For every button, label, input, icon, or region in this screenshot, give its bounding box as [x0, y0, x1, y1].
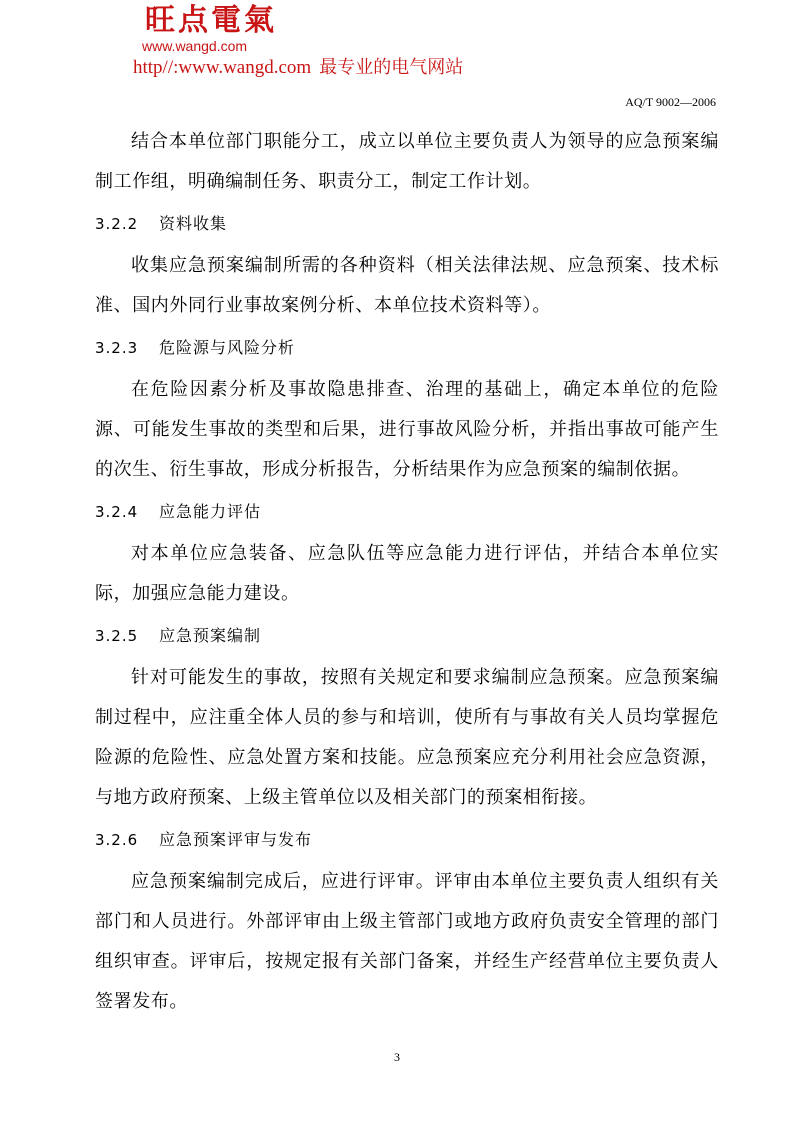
section-number: 3.2.5	[95, 627, 139, 645]
section-number: 3.2.2	[95, 215, 139, 233]
section-paragraph: 应急预案编制完成后，应进行评审。评审由本单位主要负责人组织有关部门和人员进行。外部评审由上级主管部门或地方政府负责安全管理的部门组织审查。评审后，按规定报有关部门备案，并经生产经营单位主要负责人签署发布。	[95, 871, 719, 1012]
section-heading	[95, 326, 719, 370]
intro-paragraph: 结合本单位部门职能分工，成立以单位主要负责人为领导的应急预案编制工作组，明确编制任务、职责分工，制定工作计划。	[95, 131, 719, 192]
section-title: 危险源与风险分析	[159, 338, 296, 357]
site-slogan: 最专业的电气网站	[319, 57, 464, 78]
section-number: 3.2.6	[95, 831, 139, 849]
section-heading	[95, 490, 719, 534]
section-3-2-4	[95, 490, 719, 614]
section-title: 资料收集	[159, 214, 228, 233]
section-paragraph: 针对可能发生的事故，按照有关规定和要求编制应急预案。应急预案编制过程中，应注重全体人员的参与和培训，使所有与事故有关人员均掌握危险源的危险性、应急处置方案和技能。应急预案应充分利用社会应急资源，与地方政府预案、上级主管单位以及相关部门的预案相衔接。	[95, 667, 719, 808]
section-paragraph: 对本单位应急装备、应急队伍等应急能力进行评估，并结合本单位实际，加强应急能力建设。	[95, 543, 719, 604]
section-number: 3.2.4	[95, 503, 139, 521]
site-logo	[142, 3, 305, 54]
page-number: 3	[394, 1050, 400, 1064]
section-paragraph: 在危险因素分析及事故隐患排查、治理的基础上，确定本单位的危险源、可能发生事故的类型和后果，进行事故风险分析，并指出事故可能产生的次生、衍生事故，形成分析报告，分析结果作为应急预案的编制依据。	[95, 379, 719, 480]
logo-url: www.wangd.com	[142, 38, 248, 54]
section-3-2-5	[95, 614, 719, 818]
section-heading	[95, 614, 719, 658]
section-3-2-3	[95, 326, 719, 490]
section-title: 应急预案评审与发布	[159, 830, 313, 849]
section-3-2-2	[95, 202, 719, 326]
document-body	[95, 122, 719, 1022]
standard-code: AQ/T 9002—2006	[625, 95, 716, 109]
site-header-line	[133, 56, 463, 80]
section-paragraph: 收集应急预案编制所需的各种资料（相关法律法规、应急预案、技术标准、国内外同行业事故案例分析、本单位技术资料等）。	[95, 255, 719, 316]
section-title: 应急预案编制	[159, 626, 262, 645]
section-number: 3.2.3	[95, 339, 139, 357]
logo-text: 旺点電氣	[145, 3, 277, 38]
site-url-link[interactable]: http//:www.wangd.com	[133, 57, 312, 78]
section-heading	[95, 818, 719, 862]
section-3-2-6	[95, 818, 719, 1022]
section-heading	[95, 202, 719, 246]
section-title: 应急能力评估	[159, 502, 262, 521]
